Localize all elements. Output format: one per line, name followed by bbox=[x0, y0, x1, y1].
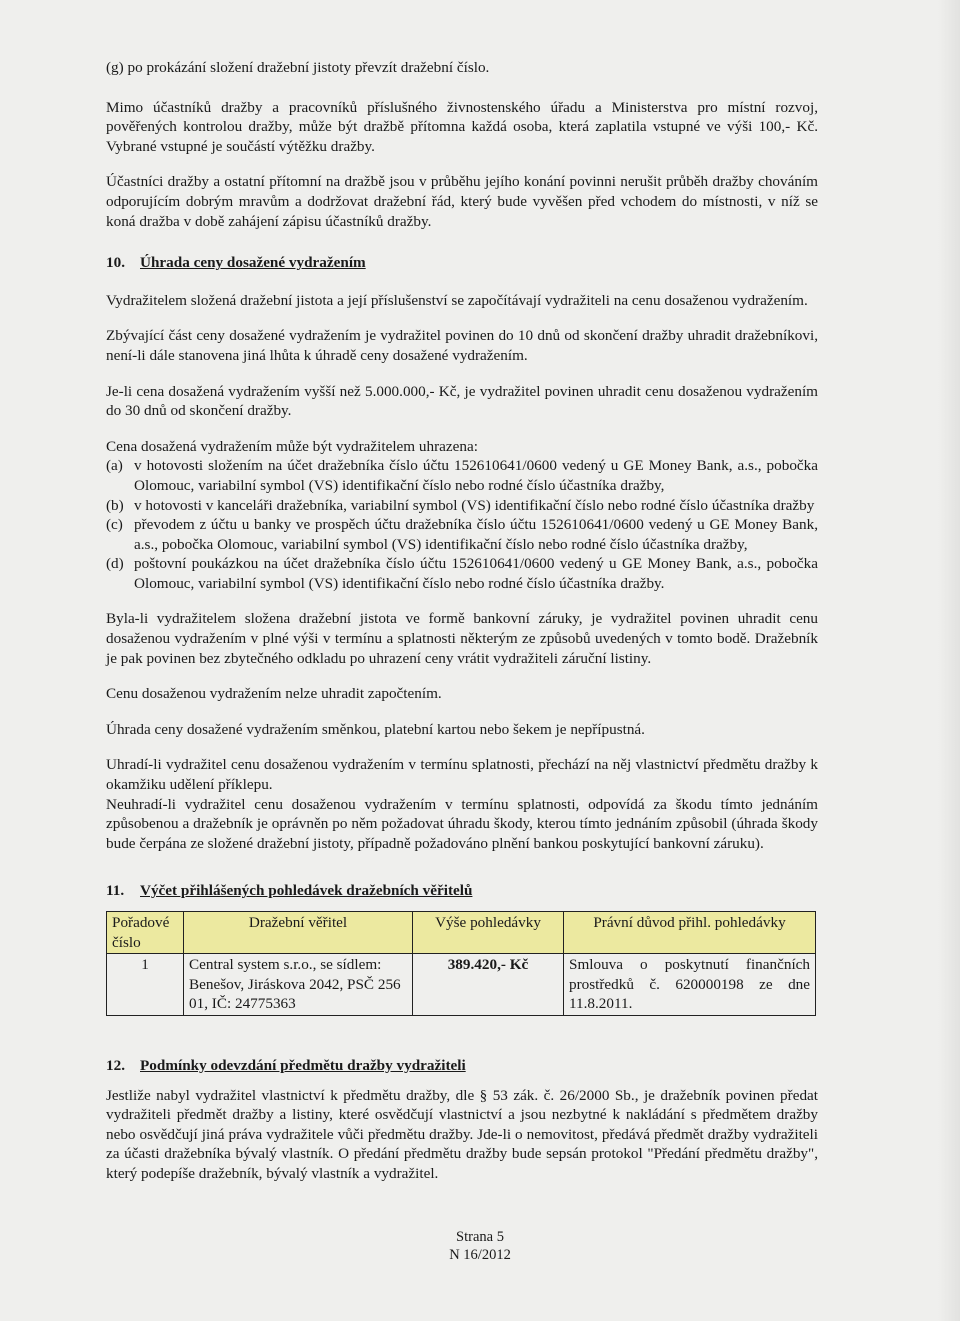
claims-table bbox=[106, 911, 816, 1016]
intro-item-g: (g) po prokázání složení dražební jistoty převzít dražební číslo. bbox=[106, 59, 490, 76]
table-row bbox=[107, 954, 816, 1016]
header-reason: Právní důvod přihl. pohledávky bbox=[564, 912, 816, 954]
section-11-number: 11. bbox=[106, 882, 125, 900]
section-11-heading bbox=[106, 881, 818, 901]
footer-case-number: N 16/2012 bbox=[449, 1247, 511, 1263]
payment-intro: Cena dosažená vydražením může být vydražitelem uhrazena: bbox=[106, 437, 478, 455]
payment-option bbox=[106, 515, 818, 554]
payment-option-label: (c) bbox=[106, 516, 123, 534]
payment-option-text: v hotovosti v kanceláři dražebníka, variabilní symbol (VS) identifikační číslo nebo rodné číslo účastníka dražby bbox=[134, 496, 815, 514]
payment-option bbox=[106, 496, 818, 516]
section-12-title: Podmínky odevzdání předmětu dražby vydražiteli bbox=[140, 1056, 466, 1074]
payment-option-label: (b) bbox=[106, 496, 124, 514]
para-attendance: Mimo účastníků dražby a pracovníků příslušného živnostenského úřadu a Ministerstva pro místní rozvoj, pověřených kontrolou dražby, může být dražbě přítomna každá osoba, která zaplatila vstupné ve výši 100,- Kč. Vybrané vstupné je součástí výtěžku dražby. bbox=[106, 98, 818, 155]
section-10-para-3: Je-li cena dosažená vydražením vyšší než 5.000.000,- Kč, je vydražitel povinen uhradit cenu dosaženou vydražením do 30 dnů od skončení dražby. bbox=[106, 382, 818, 420]
section-10-para-1: Vydražitelem složená dražební jistota a její příslušenství se započítávají vydražiteli na cenu dosaženou vydražením. bbox=[106, 291, 808, 309]
payment-option-text: převodem z účtu u banky ve prospěch účtu dražebníka číslo účtu 152610641/0600 vedený u GE Money Bank, a.s., pobočka Olomouc, variabilní symbol (VS) identifikační číslo nebo rodné číslo účastníka dražby, bbox=[134, 516, 818, 553]
payment-option bbox=[106, 456, 818, 495]
payment-option-text: v hotovosti složením na účet dražebníka číslo účtu 152610641/0600 vedený u GE Money Bank, a.s., pobočka Olomouc, variabilní symbol (VS) identifikační číslo nebo rodné číslo účastníka dražby, bbox=[134, 457, 818, 494]
section-12-number: 12. bbox=[106, 1056, 125, 1074]
section-12-para-1: Jestliže nabyl vydražitel vlastnictví k předmětu dražby, dle § 53 zák. č. 26/2000 Sb., je dražebník povinen předat vydražiteli předmět dražby a listiny, které osvědčují vlastnictví a jsou nezbytné k nakládání s předmětem dražby nebo osvědčují jiná práva vydražitele vůči předmětu dražby. Jde-li o nemovitost, předává předmět dražby vydražiteli za účasti dražebníka bývalý vlastník. O předání předmětu dražby bude sepsán protokol "Předání předmětu dražby", který podepíše dražebník, bývalý vlastník a vydražitel. bbox=[106, 1086, 818, 1182]
page-edge-shadow bbox=[938, 0, 960, 1321]
payment-option bbox=[106, 554, 818, 593]
para-conduct: Účastníci dražby a ostatní přítomní na dražbě jsou v průběhu jejího konání povinni nerušit průběh dražby chováním odporujícím dobrým mravům a dodržovat dražební řád, který bude vyvěšen před vchodem do místnosti, v níž se koná dražba v době zahájení zápisu účastníků dražby. bbox=[106, 173, 818, 230]
page-footer bbox=[0, 1228, 960, 1264]
payment-option-label: (d) bbox=[106, 555, 124, 573]
footer-page-number: Strana 5 bbox=[456, 1229, 504, 1245]
claims-table-header-row bbox=[107, 912, 816, 954]
cell-creditor: Central system s.r.o., se sídlem: Benešov, Jiráskova 2042, PSČ 256 01, IČ: 24775363 bbox=[184, 954, 413, 1016]
payment-option-text: poštovní poukázkou na účet dražebníka číslo účtu 152610641/0600 vedený u GE Money Bank, a.s., pobočka Olomouc, variabilní symbol (VS) identifikační číslo nebo rodné číslo účastníka dražby. bbox=[134, 555, 818, 592]
header-creditor: Dražební věřitel bbox=[184, 912, 413, 954]
section-12-heading bbox=[106, 1056, 818, 1076]
header-amount: Výše pohledávky bbox=[413, 912, 564, 954]
section-10-para-8: Neuhradí-li vydražitel cenu dosaženou vydražením v termínu splatnosti, odpovídá za škodu tímto jednáním způsobenou a dražebník je oprávněn po něm požadovat úhradu škody, kterou tímto jednáním způsobil (úhrada škody bude čerpána ze složené dražební jistoty, případně požadováno plnění bankou poskytující bankovní záruku). bbox=[106, 795, 818, 852]
section-10-para-4: Byla-li vydražitelem složena dražební jistota ve formě bankovní záruky, je vydražitel povinen uhradit cenu dosaženou vydražením v plné výši v termínu a splatnosti některým ze způsobů uvedených v tomto bodě. Dražebník je pak povinen bez zbytečného odkladu po uhrazení ceny vrátit vydražiteli záruční listiny. bbox=[106, 610, 818, 667]
section-10-para-2: Zbývající část ceny dosažené vydražením je vydražitel povinen do 10 dnů od skončení dražby uhradit dražebníkovi, není-li dále stanovena jiná lhůta k úhradě ceny dosažené vydražením. bbox=[106, 327, 818, 364]
payment-options-list bbox=[106, 456, 818, 593]
section-10-title: Úhrada ceny dosažené vydražením bbox=[140, 254, 366, 272]
payment-option-label: (a) bbox=[106, 457, 123, 475]
cell-amount: 389.420,- Kč bbox=[413, 954, 564, 1016]
document-body bbox=[106, 58, 818, 1200]
section-11-title: Výčet přihlášených pohledávek dražebních věřitelů bbox=[140, 882, 473, 900]
cell-order: 1 bbox=[107, 954, 184, 1016]
section-10-para-7: Uhradí-li vydražitel cenu dosaženou vydražením v termínu splatnosti, přechází na něj vlastnictví předmětu dražby k okamžiku udělení příklepu. bbox=[106, 756, 818, 794]
section-10-para-5: Cenu dosaženou vydražením nelze uhradit započtením. bbox=[106, 685, 442, 703]
section-10-para-6: Úhrada ceny dosažené vydražením směnkou, platební kartou nebo šekem je nepřípustná. bbox=[106, 720, 645, 738]
section-10-number: 10. bbox=[106, 254, 125, 272]
cell-reason: Smlouva o poskytnutí finančních prostředků č. 620000198 ze dne 11.8.2011. bbox=[564, 954, 816, 1016]
header-order: Pořadové číslo bbox=[107, 912, 184, 954]
section-10-heading bbox=[106, 253, 818, 273]
